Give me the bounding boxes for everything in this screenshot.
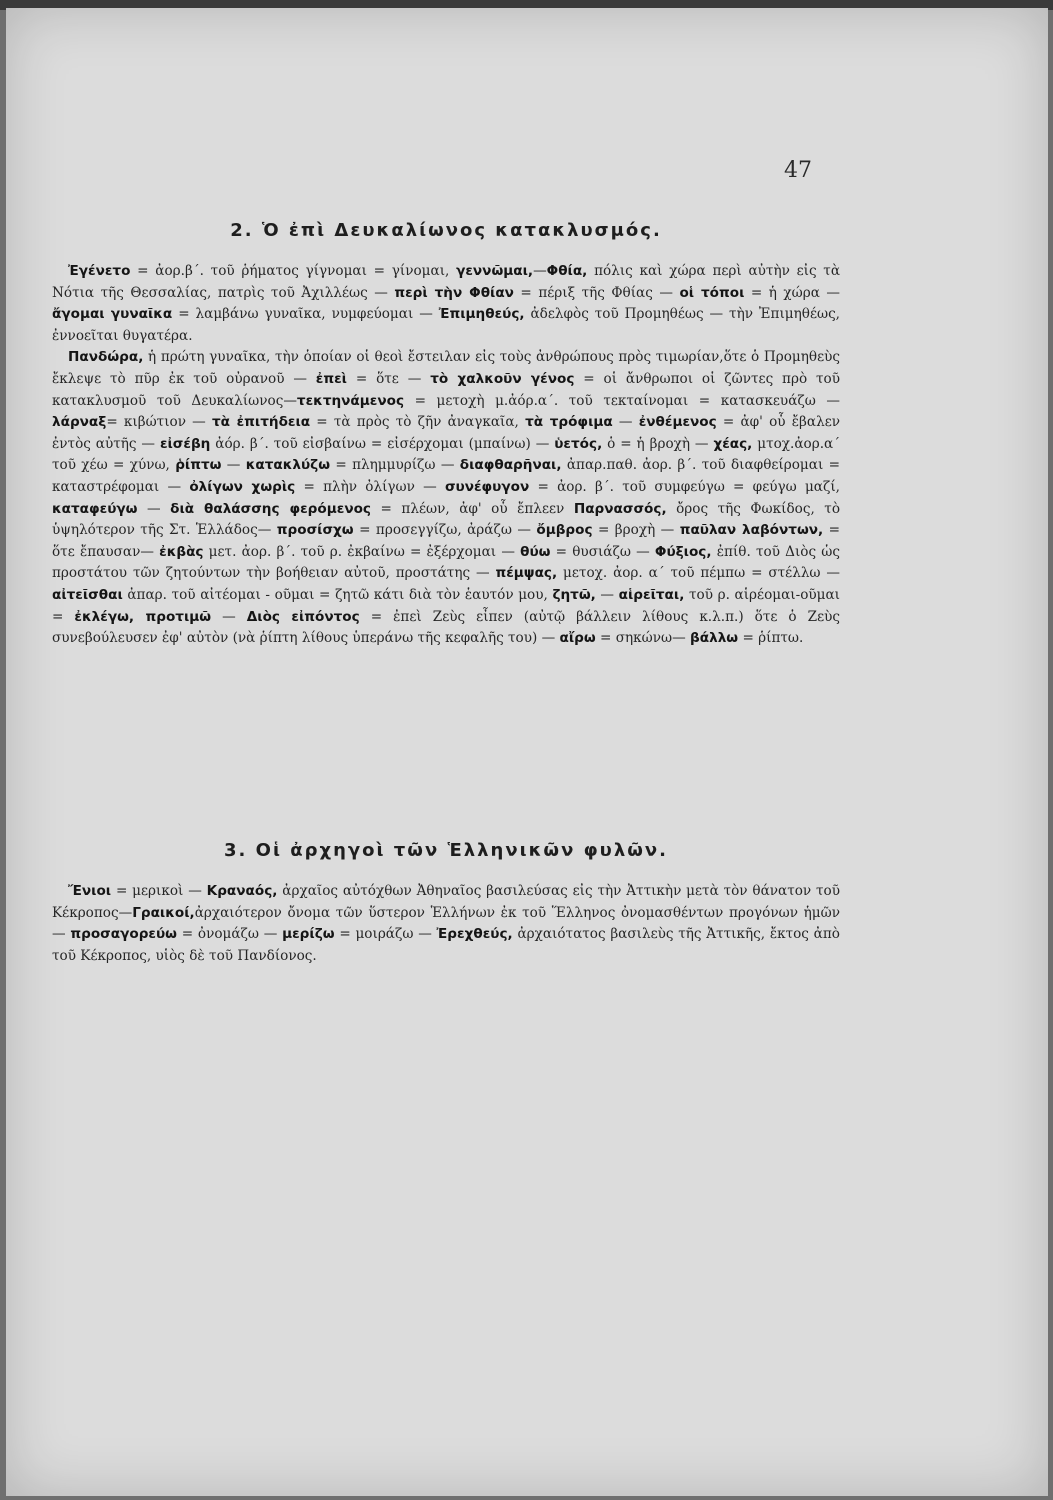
paragraph — [52, 261, 840, 347]
glossary-term: καταφεύγω — [52, 500, 138, 517]
gloss-text: — — [533, 263, 547, 279]
gloss-text: ἐπίθ. τοῦ Διὸς ὡς προστάτου τῶν ζητούντων τὴν βοήθειαν αὐτοῦ, προστάτης — — [52, 543, 840, 582]
glossary-term: ἐκβὰς — [159, 543, 204, 560]
gloss-text: ἀπαρ.παθ. ἀορ. β΄. τοῦ διαφθείρομαι = καταστρέφομαι — — [52, 457, 840, 495]
glossary-term: Ἐπιμηθεύς, — [438, 306, 525, 323]
glossary-term: τὸ χαλκοῦν γένος — [430, 370, 575, 387]
glossary-term: αἴρω — [559, 630, 596, 647]
glossary-term: ζητῶ, — [552, 586, 596, 603]
glossary-term: ῥίπτω — [175, 457, 222, 474]
glossary-term: συνέφυγον — [444, 478, 530, 495]
gloss-text: = βροχὴ — — [592, 522, 680, 539]
gloss-text: = ἀφ' οὗ ἔβαλεν ἐντὸς αὐτῆς — — [52, 414, 841, 452]
gloss-text: μετοχ. ἀορ. α΄ τοῦ πέμπω = στέλλω — — [557, 565, 840, 582]
gloss-text: = ὅτε ἔπαυσαν— — [52, 522, 841, 560]
gloss-text: ὄρος τῆς Φωκίδος, τὸ ὑψηλότερον τῆς Στ. Ἑλλάδος— — [52, 500, 840, 539]
gloss-text: = οἱ ἄνθρωποι οἱ ζῶντες πρὸ τοῦ κατακλυσμοῦ τοῦ Δευκαλίωνος— — [52, 370, 840, 409]
gloss-text: = μερικοὶ — — [111, 883, 207, 899]
gloss-text: ἀρχαιότερον ὄνομα τῶν ὕστερον Ἑλλήνων ἐκ τοῦ Ἕλληνος ὀνομασθέντων προγόνων ἡμῶν — — [52, 904, 840, 943]
glossary-term: διαφθαρῆναι, — [459, 457, 562, 474]
gloss-text: = μετοχὴ μ.ἀόρ.α΄. τοῦ τεκταίνομαι = κατασκευάζω — — [404, 392, 840, 409]
section-heading: 2. Ὁ ἐπὶ Δευκαλίωνος κατακλυσμός. — [230, 220, 662, 241]
glossary-term: Φθία, — [546, 263, 588, 279]
gloss-text: = ὀνομάζω — — [177, 926, 283, 943]
glossary-term: Παρνασσός, — [573, 500, 667, 517]
gloss-text: = πλέων, ἀφ' οὗ ἔπλεεν — [370, 500, 574, 517]
glossary-term: Φύξιος, — [654, 543, 712, 560]
glossary-term: πέμψας, — [495, 565, 558, 582]
gloss-text: — — [221, 457, 246, 474]
glossary-term: τὰ τρόφιμα — [525, 414, 613, 431]
gloss-text: ἡ πρώτη γυναῖκα, τὴν ὁποίαν οἱ θεοὶ ἔστειλαν εἰς τοὺς ἀνθρώπους πρὸς τιμωρίαν,ὅτε ὁ Προμηθεὺς ἔκλεψε τὸ πῦρ ἐκ τοῦ οὐρανοῦ — — [52, 349, 840, 387]
gloss-text: = λαμβάνω γυναῖκα, νυμφεύομαι — — [172, 306, 439, 323]
gloss-text: ὁ = ἡ βροχὴ — — [602, 435, 714, 452]
glossary-term: Ἐρεχθεύς, — [436, 926, 513, 943]
gloss-text: ἀόρ. β΄. τοῦ εἰσβαίνω = εἰσέρχομαι (μπαίνω) — — [210, 435, 555, 452]
gloss-text: — — [595, 586, 619, 603]
glossary-term: ἄγομαι γυναῖκα — [52, 306, 173, 323]
glossary-term: ἐπεὶ — [315, 370, 347, 387]
glossary-term: ἐκλέγω, προτιμῶ — [74, 608, 212, 625]
glossary-term: αἰτεῖσθαι — [52, 586, 123, 603]
glossary-term: γεννῶμαι, — [456, 263, 534, 279]
glossary-term: ὀλίγων χωρὶς — [189, 478, 296, 495]
glossary-term: αἱρεῖται, — [618, 586, 685, 603]
gloss-text: = ὅτε — — [346, 370, 431, 387]
gloss-text: = ῥίπτω. — [738, 630, 804, 647]
paragraph — [52, 347, 840, 649]
glossary-term: ἐνθέμενος — [638, 414, 717, 431]
glossary-term: Κραναός, — [206, 883, 278, 899]
gloss-text: = ἐπεὶ Ζεὺς εἶπεν (αὐτῷ βάλλειν λίθους κ.λ.π.) ὅτε ὁ Ζεὺς συνεβούλευσεν ἐφ' αὐτὸν (νὰ ῥίπτη λίθους ὑπεράνω τῆς κεφαλῆς του) — — [52, 608, 840, 647]
page-number: 47 — [784, 158, 812, 183]
gloss-text: = κιβώτιον — — [106, 414, 212, 431]
gloss-text: ἀδελφὸς τοῦ Προμηθέως — τὴν Ἐπιμηθέως, ἐννοεῖται θυγατέρα. — [52, 306, 841, 344]
gloss-text: μτοχ.ἀορ.α΄ τοῦ χέω = χύνω, — [52, 435, 841, 474]
gloss-text: = σηκώνω— — [595, 630, 691, 647]
gloss-text: — — [211, 608, 247, 625]
glossary-term: Πανδώρα, — [68, 349, 144, 366]
glossary-term: ὄμβρος — [536, 522, 593, 539]
glossary-term: Γραικοί, — [132, 904, 195, 921]
glossary-term: Ἐγένετο — [68, 263, 131, 279]
gloss-text: ἀπαρ. τοῦ αἰτέομαι - οῦμαι = ζητῶ κάτι διὰ τὸν ἑαυτόν μου, — [122, 586, 553, 603]
gloss-text: = θυσιάζω — — [550, 543, 655, 560]
glossary-term: παῦλαν λαβόντων, — [679, 522, 824, 539]
gloss-text: τοῦ ρ. αἱρέομαι-οῦμαι = — [52, 586, 840, 625]
gloss-text: = ἀορ. β΄. τοῦ συμφεύγω = φεύγω μαζί, — [529, 478, 840, 495]
gloss-text: = τὰ πρὸς τὸ ζῆν ἀναγκαῖα, — [310, 414, 526, 431]
gloss-text: ἀρχαιότατος βασιλεὺς τῆς Ἀττικῆς, ἔκτος ἀπὸ τοῦ Κέκροπος, υἱὸς δὲ τοῦ Πανδίονος. — [52, 926, 840, 964]
gloss-text: ἀρχαῖος αὐτόχθων Ἀθηναῖος βασιλεύσας εἰς τὴν Ἀττικὴν μετὰ τὸν θάνατον τοῦ Κέκροπος— — [52, 883, 840, 921]
glossary-term: λάρναξ — [52, 414, 107, 431]
paragraph — [52, 881, 840, 967]
glossary-term: Διὸς εἰπόντος — [246, 608, 360, 625]
glossary-term: τὰ ἐπιτήδεια — [211, 414, 311, 431]
gloss-text: = πέριξ τῆς Φθίας — — [513, 284, 680, 301]
glossary-term: προσίσχω — [276, 522, 354, 539]
gloss-text: πόλις καὶ χώρα περὶ αὐτὴν εἰς τὰ Νότια τῆς Θεσσαλίας, πατρὶς τοῦ Ἀχιλλέως — — [52, 263, 840, 301]
document-page — [6, 8, 1048, 1496]
gloss-text: μετ. ἀορ. β΄. τοῦ ρ. ἐκβαίνω = ἐξέρχομαι — — [203, 543, 521, 560]
gloss-text: — — [137, 500, 171, 517]
gloss-text: — — [612, 414, 639, 431]
glossary-term: ὑετός, — [554, 435, 603, 452]
glossary-term: κατακλύζω — [245, 457, 331, 474]
glossary-term: τεκτηνάμενος — [296, 392, 404, 409]
glossary-term: μερίζω — [282, 926, 335, 943]
gloss-text: = ἡ χώρα — — [744, 284, 841, 301]
glossary-term: οἱ τόποι — [679, 284, 745, 301]
section-3 — [52, 840, 840, 967]
gloss-text: = ἀορ.β΄. τοῦ ῥήματος γίγνομαι = γίνομαι, — [130, 263, 457, 279]
gloss-text: = πλὴν ὀλίγων — — [295, 478, 445, 495]
gloss-text: = μοιράζω — — [334, 926, 437, 943]
glossary-term: θύω — [520, 543, 551, 560]
glossary-term: χέας, — [713, 435, 753, 452]
gloss-text: = πλημμυρίζω — — [330, 457, 460, 474]
section-2 — [52, 220, 840, 650]
glossary-term: εἰσέβη — [159, 435, 211, 452]
gloss-text: = προσεγγίζω, ἀράζω — — [353, 522, 537, 539]
glossary-term: περὶ τὴν Φθίαν — [394, 284, 514, 301]
glossary-term: προσαγορεύω — [70, 926, 177, 943]
glossary-term: βάλλω — [690, 630, 739, 647]
glossary-term: διὰ θαλάσσης φερόμενος — [170, 500, 371, 517]
section-heading: 3. Οἱ ἀρχηγοὶ τῶν Ἑλληνικῶν φυλῶν. — [224, 840, 668, 861]
glossary-term: Ἔνιοι — [68, 883, 112, 899]
